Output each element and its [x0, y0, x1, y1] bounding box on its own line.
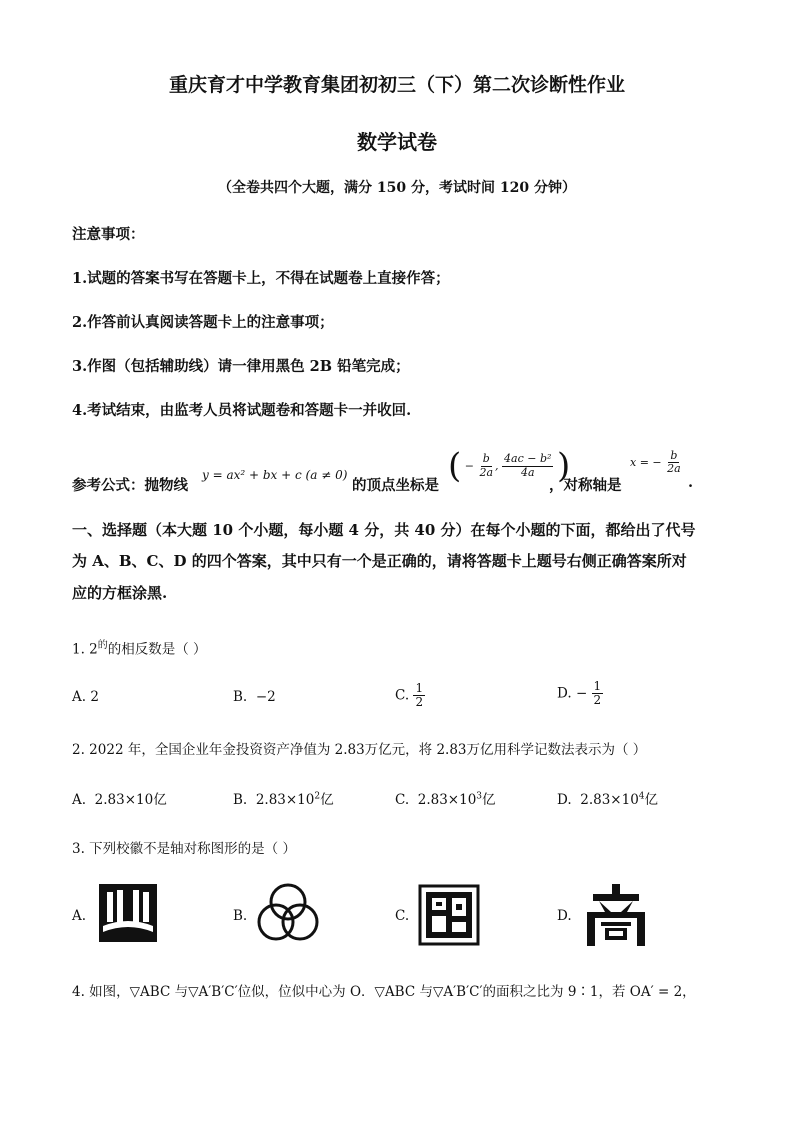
notice-item: 1.试题的答案书写在答题卡上，不得在试题卷上直接作答； [72, 270, 450, 287]
question-3-stem: 3. 下列校徽不是轴对称图形的是（ ） [72, 841, 296, 857]
formula-mid: 的顶点坐标是 [352, 477, 439, 494]
q2-option-c[interactable]: C. $2.83\times 10^3$亿 [395, 791, 496, 808]
q1-option-c[interactable]: C. $\frac{1}{2}$ [395, 681, 424, 710]
q3-option-b-label: B. [233, 908, 248, 924]
three-rings-icon[interactable] [255, 880, 321, 946]
parabola-equation: y = ax² + bx + c (a ≠ 0) [202, 468, 348, 482]
question-2-stem: 2. 2022 年，全国企业年金投资资产净值为 2.83万亿元，将 2.83万亿用科学记数法表示为（ ） [72, 742, 647, 758]
section-instructions: 应的方框涂黑. [72, 584, 168, 602]
book-emblem-icon[interactable] [97, 882, 159, 944]
q3-option-d-label: D. [557, 908, 572, 924]
question-1-stem: 1. $2^的$的相反数是（ ） [72, 640, 207, 658]
page-subtitle: 数学试卷 [357, 130, 437, 154]
q1-option-d[interactable]: D. − $\frac{1}{2}$ [557, 679, 602, 708]
q2-option-b[interactable]: B. $2.83\times 10^2$亿 [233, 791, 334, 808]
notice-heading: 注意事项： [72, 226, 145, 243]
notice-item: 3.作图（包括辅助线）请一律用黑色 2B 铅笔完成； [72, 358, 410, 375]
exam-note: （全卷共四个大题，满分 150 分，考试时间 120 分钟） [218, 180, 576, 196]
q2-option-a[interactable]: A. 2.83×10亿 [72, 792, 167, 808]
notice-item: 2.作答前认真阅读答题卡上的注意事项； [72, 314, 334, 331]
q3-option-a-label: A. [72, 908, 87, 924]
page-title: 重庆育才中学教育集团初初三（下）第二次诊断性作业 [168, 74, 625, 96]
axis-text: ，对称轴是 [549, 477, 622, 494]
formula-end: . [688, 474, 694, 491]
formula-prefix: 参考公式：抛物线 [72, 477, 188, 494]
vertex-coordinate: ( − $\frac{b}{2a}$ , $\frac{\text{4ac − b²}}{4a}$ ) [448, 446, 571, 486]
axis-of-symmetry: x = − $\frac{b}{2a}$ [630, 449, 681, 476]
question-4-stem: 4. 如图，▽ABC 与▽A′B′C′位似，位似中心为 O．▽ABC 与▽A′B′C′的面积之比为 9∶1，若 OA′ = 2， [72, 984, 696, 1000]
q3-option-c-label: C. [395, 908, 410, 924]
gate-character-emblem-icon[interactable] [583, 882, 649, 948]
notice-item: 4.考试结束，由监考人员将试题卷和答题卡一并收回. [72, 402, 412, 419]
section-instructions: 一、选择题（本大题 10 个小题，每小题 4 分，共 40 分）在每个小题的下面，都给出了代号 [72, 521, 696, 539]
q1-option-b[interactable]: B. −2 [233, 689, 276, 705]
section-instructions: 为 A、B、C、D 的四个答案，其中只有一个是正确的，请将答题卡上题号右侧正确答案所对 [72, 552, 687, 570]
q1-option-a[interactable]: A. 2 [72, 689, 99, 705]
q2-option-d[interactable]: D. $2.83\times 10^4$亿 [557, 791, 659, 808]
square-spiral-emblem-icon[interactable] [418, 884, 480, 946]
